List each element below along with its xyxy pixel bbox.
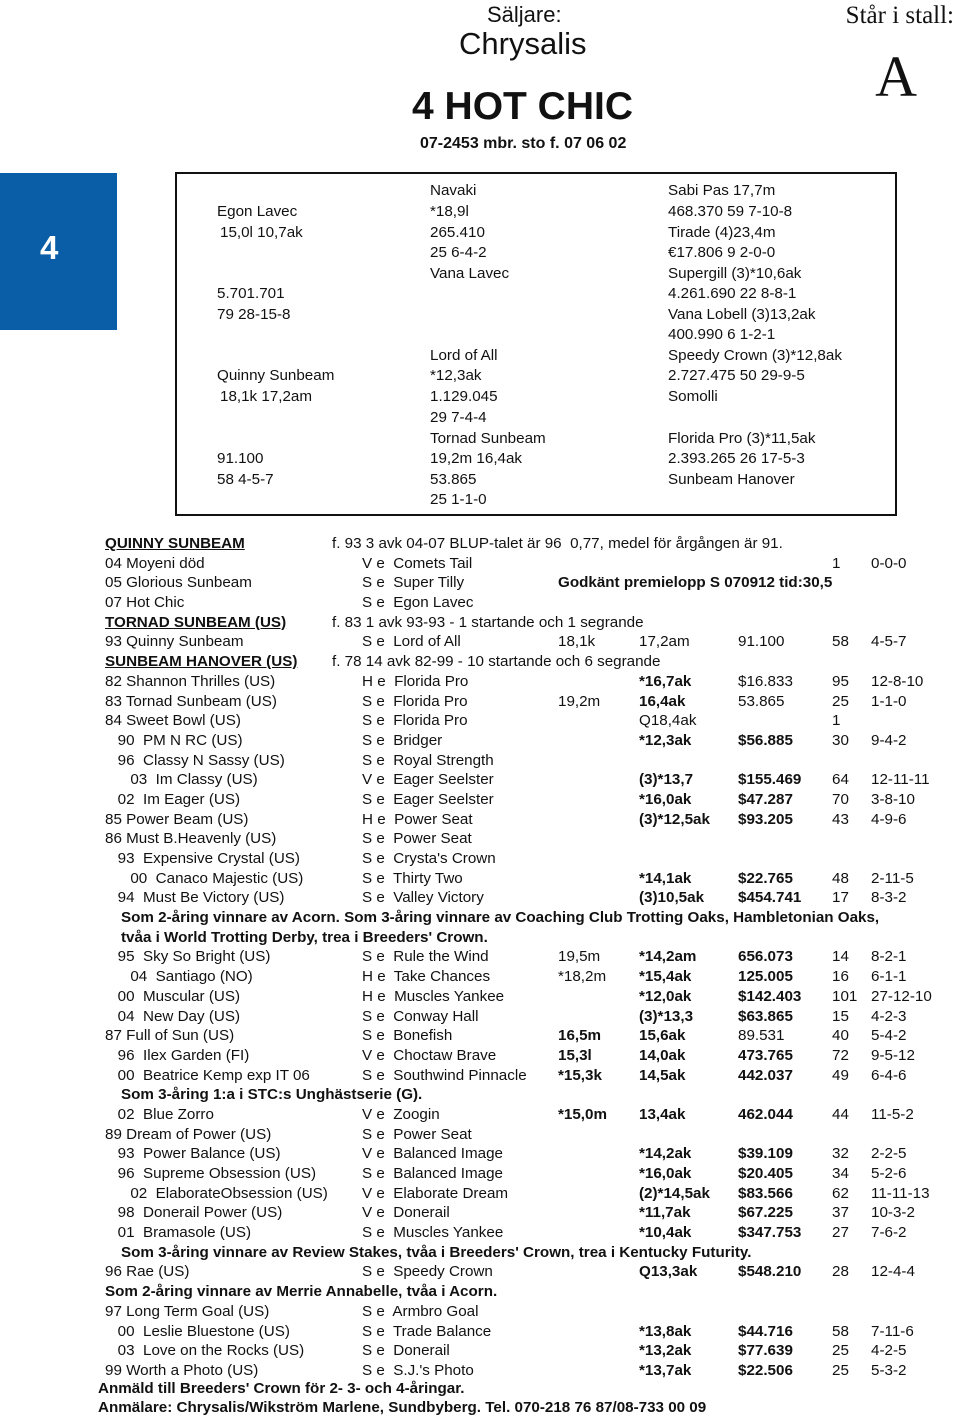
parent-info: S e Crysta's Crown	[362, 850, 496, 867]
starts: 30	[832, 731, 849, 749]
parent-info: V e Comets Tail	[362, 554, 473, 572]
table-row	[105, 1164, 955, 1184]
table-row	[105, 1125, 955, 1145]
parent-info: S e Speedy Crown	[362, 1263, 493, 1281]
horse-name: 93 Expensive Crystal (US)	[105, 850, 300, 867]
approval-note: Godkänt premielopp S 070912 tid:30,5	[558, 574, 833, 592]
earnings: $67.225	[738, 1204, 793, 1222]
sire-sire-stats: 25 6-4-2	[430, 244, 487, 261]
starts: 27	[832, 1224, 849, 1242]
record-2: Q13,3ak	[639, 1263, 698, 1281]
horse-name: 04 New Day (US)	[105, 1007, 241, 1025]
record-2: *12,3ak	[639, 731, 692, 749]
earnings: $22.506	[738, 1361, 793, 1379]
parent-info: S e Egon Lavec	[362, 594, 474, 612]
page-title: 4 HOT CHIC	[412, 85, 634, 128]
horse-name: 02 Im Eager (US)	[105, 790, 241, 808]
dam-stats: 58 4-5-7	[217, 471, 274, 488]
horse-name: 96 Ilex Garden (FI)	[105, 1046, 250, 1064]
table-row	[105, 967, 955, 987]
placings: 1-1-0	[871, 692, 907, 710]
parent-info: H e Take Chances	[362, 968, 491, 986]
horse-name: 01 Bramasole (US)	[105, 1224, 252, 1242]
dam-sire-stats: 29 7-4-4	[430, 409, 487, 426]
parent-info: S e Bonefish	[362, 1027, 453, 1045]
table-row	[105, 711, 955, 731]
dam-sire-record: *12,3ak	[430, 367, 482, 384]
placings: 2-11-5	[871, 869, 914, 887]
placings: 11-5-2	[871, 1105, 914, 1123]
record-2: (2)*14,5ak	[639, 1184, 710, 1202]
parent-info: f. 93 3 avk 04-07 BLUP-talet är 96 0,77, medel för årgången är 91.	[332, 535, 783, 552]
seller-name: Chrysalis	[459, 26, 587, 61]
horse-name: SUNBEAM HANOVER (US)	[105, 653, 298, 671]
table-row	[105, 1144, 955, 1164]
horse-name: 95 Sky So Bright (US)	[105, 948, 271, 966]
parent-info: V e Elaborate Dream	[362, 1184, 509, 1202]
placings: 0-0-0	[871, 554, 907, 572]
earnings: $548.210	[738, 1263, 802, 1281]
parent-info: S e Lord of All	[362, 633, 461, 651]
ds-dam-name: Somolli	[668, 388, 718, 405]
record-1: *15,3k	[558, 1066, 602, 1084]
placings: 8-2-1	[871, 948, 907, 966]
horse-name: 99 Worth a Photo (US)	[105, 1361, 259, 1379]
earnings: 91.100	[738, 633, 785, 651]
horse-name: 98 Donerail Power (US)	[105, 1204, 283, 1222]
table-row	[105, 1361, 955, 1381]
table-row	[105, 751, 955, 771]
earnings: $93.205	[738, 810, 793, 828]
starts: 64	[832, 771, 849, 789]
table-row	[105, 1007, 955, 1027]
record-2: (3)*13,7	[639, 771, 694, 789]
table-row	[105, 888, 955, 908]
table-row	[105, 573, 955, 593]
dam-sire-name: Lord of All	[430, 347, 498, 364]
starts: 25	[832, 1342, 849, 1360]
table-row	[105, 849, 955, 869]
table-row	[105, 1302, 955, 1322]
record-2: *13,2ak	[639, 1342, 692, 1360]
record-2: *16,0ak	[639, 790, 692, 808]
table-row	[105, 810, 955, 830]
record-2: *14,2ak	[639, 1145, 692, 1163]
sire-earnings: 5.701.701	[217, 285, 285, 302]
placings: 7-11-6	[871, 1322, 914, 1340]
table-row	[105, 928, 955, 948]
placings: 3-8-10	[871, 790, 915, 808]
horse-name: 07 Hot Chic	[105, 594, 185, 612]
parent-info: f. 78 14 avk 82-99 - 10 startande och 6 segrande	[332, 653, 661, 671]
placings: 5-3-2	[871, 1361, 907, 1379]
dam-dam-name: Tornad Sunbeam	[430, 430, 546, 447]
remark-text: Som 2-åring vinnare av Acorn. Som 3-åring vinnare av Coaching Club Trotting Oaks, Hambletonian Oaks,	[121, 909, 880, 927]
table-row	[105, 869, 955, 889]
catalog-number-badge	[0, 173, 117, 330]
horse-name: 04 Santiago (NO)	[105, 968, 253, 986]
starts: 43	[832, 810, 849, 828]
parent-info: S e Armbro Goal	[362, 1302, 479, 1320]
record-2: (3)*13,3	[639, 1007, 694, 1025]
ss-dam-name: Tirade (4)23,4m	[668, 224, 776, 241]
placings: 11-11-13	[871, 1184, 930, 1202]
horse-name: 93 Power Balance (US)	[105, 1145, 281, 1163]
parent-info: S e Trade Balance	[362, 1322, 492, 1340]
dam-dam-stats: 25 1-1-0	[430, 491, 487, 508]
record-1: *18,2m	[558, 968, 607, 986]
record-2: 15,6ak	[639, 1027, 686, 1045]
parent-info: S e Royal Strength	[362, 751, 494, 769]
horse-name: 84 Sweet Bowl (US)	[105, 712, 241, 730]
horse-name: 00 Muscular (US)	[105, 987, 241, 1005]
horse-name: 83 Tornad Sunbeam (US)	[105, 692, 277, 710]
parent-info: f. 83 1 avk 93-93 - 1 startande och 1 segrande	[332, 613, 644, 631]
table-row	[105, 632, 955, 652]
horse-name: 00 Canaco Majestic (US)	[105, 869, 304, 887]
catalog-number: 4	[40, 229, 59, 266]
record-2: *14,1ak	[639, 869, 692, 887]
record-1: *15,0m	[558, 1105, 607, 1123]
parent-info: S e Muscles Yankee	[362, 1224, 504, 1242]
table-row	[105, 652, 955, 672]
earnings: $44.716	[738, 1322, 793, 1340]
ss-dam-earnings: €17.806 9 2-0-0	[668, 244, 776, 261]
ss-sire-earnings: 468.370 59 7-10-8	[668, 203, 793, 220]
placings: 8-3-2	[871, 889, 907, 907]
starts: 37	[832, 1204, 849, 1222]
record-2: 13,4ak	[639, 1105, 686, 1123]
starts: 16	[832, 968, 849, 986]
earnings: $454.741	[738, 889, 802, 907]
table-row	[105, 1203, 955, 1223]
parent-info: S e Rule the Wind	[362, 948, 489, 966]
record-1: 18,1k	[558, 633, 596, 651]
sire-sire-earnings: 265.410	[430, 224, 485, 241]
table-row	[105, 534, 955, 554]
starts: 17	[832, 889, 849, 907]
earnings: $16.833	[738, 672, 793, 690]
table-row	[105, 770, 955, 790]
horse-name: 96 Classy N Sassy (US)	[105, 751, 285, 769]
starts: 49	[832, 1066, 849, 1084]
horse-name: 89 Dream of Power (US)	[105, 1125, 272, 1143]
earnings: 442.037	[738, 1066, 793, 1084]
remark-text: tvåa i World Trotting Derby, trea i Breeders' Crown.	[121, 928, 488, 946]
table-row	[105, 613, 955, 633]
placings: 10-3-2	[871, 1204, 915, 1222]
table-row	[105, 692, 955, 712]
horse-name: 02 Blue Zorro	[105, 1105, 214, 1123]
placings: 12-11-11	[871, 771, 930, 789]
horse-name: 96 Supreme Obsession (US)	[105, 1165, 317, 1182]
record-2: *16,0ak	[639, 1165, 692, 1182]
sd-sire-earnings: 4.261.690 22 8-8-1	[668, 285, 797, 302]
parent-info: H e Power Seat	[362, 810, 473, 828]
record-2: 14,5ak	[639, 1066, 686, 1084]
parent-info: V e Zoogin	[362, 1105, 440, 1123]
earnings: $39.109	[738, 1145, 793, 1163]
starts: 1	[832, 712, 841, 730]
sire-sire-record: *18,9l	[430, 203, 469, 220]
parent-info: V e Choctaw Brave	[362, 1046, 497, 1064]
record-2: 14,0ak	[639, 1046, 686, 1064]
horse-name: 96 Rae (US)	[105, 1263, 190, 1281]
record-2: *13,7ak	[639, 1361, 692, 1379]
record-2: *10,4ak	[639, 1224, 692, 1242]
table-row	[105, 947, 955, 967]
remark-text: Som 3-åring 1:a i STC:s Unghästserie (G).	[121, 1086, 423, 1104]
horse-name: 82 Shannon Thrilles (US)	[105, 672, 276, 690]
sire-dam-name: Vana Lavec	[430, 265, 510, 282]
table-row	[105, 908, 955, 928]
parent-info: S e Power Seat	[362, 1125, 472, 1143]
starts: 44	[832, 1105, 849, 1123]
starts: 70	[832, 790, 849, 808]
earnings: $142.403	[738, 987, 802, 1005]
record-2: *15,4ak	[639, 968, 692, 986]
starts: 40	[832, 1027, 849, 1045]
placings: 9-4-2	[871, 731, 907, 749]
earnings: 125.005	[738, 968, 793, 986]
placings: 4-2-3	[871, 1007, 907, 1025]
record-1: 19,5m	[558, 948, 601, 966]
parent-info: S e Eager Seelster	[362, 790, 494, 808]
sire-stats: 79 28-15-8	[217, 306, 291, 323]
starts: 34	[832, 1165, 849, 1182]
parent-info: S e Bridger	[362, 731, 443, 749]
horse-name: 90 PM N RC (US)	[105, 731, 243, 749]
parent-info: S e Balanced Image	[362, 1165, 503, 1182]
table-row	[105, 987, 955, 1007]
parent-info: S e Donerail	[362, 1342, 450, 1360]
sd-sire-name: Supergill (3)*10,6ak	[668, 265, 802, 282]
starts: 101	[832, 987, 858, 1005]
table-row	[105, 1085, 955, 1105]
earnings: 53.865	[738, 692, 785, 710]
sd-dam-name: Vana Lobell (3)13,2ak	[668, 306, 816, 323]
placings: 5-4-2	[871, 1027, 907, 1045]
record-1: 16,5m	[558, 1027, 602, 1045]
table-row	[105, 829, 955, 849]
placings: 12-8-10	[871, 672, 924, 690]
record-2: (3)*12,5ak	[639, 810, 710, 828]
table-row	[105, 1223, 955, 1243]
earnings: $22.765	[738, 869, 793, 887]
earnings: 656.073	[738, 948, 793, 966]
footer-line-2: Anmälare: Chrysalis/Wikström Marlene, Sundbyberg. Tel. 070-218 76 87/08-733 00 09	[98, 1399, 707, 1416]
placings: 7-6-2	[871, 1224, 907, 1242]
record-2: (3)10,5ak	[639, 889, 705, 907]
parent-info: V e Balanced Image	[362, 1145, 503, 1163]
starts: 72	[832, 1046, 849, 1064]
horse-name: 03 Love on the Rocks (US)	[105, 1342, 305, 1360]
parent-info: S e Florida Pro	[362, 712, 468, 730]
earnings: $63.865	[738, 1007, 793, 1025]
table-row	[105, 1341, 955, 1361]
placings: 4-5-7	[871, 633, 907, 651]
table-row	[105, 1243, 955, 1263]
parent-info: S e S.J.'s Photo	[362, 1361, 474, 1379]
registration-line: 07-2453 mbr. sto f. 07 06 02	[420, 135, 627, 152]
horse-name: 00 Beatrice Kemp exp IT 06	[105, 1066, 310, 1084]
horse-name: 03 Im Classy (US)	[105, 771, 258, 789]
starts: 1	[832, 554, 841, 572]
horse-name: 94 Must Be Victory (US)	[105, 889, 285, 907]
starts: 15	[832, 1007, 849, 1025]
table-row	[105, 1184, 955, 1204]
dam-sire-earnings: 1.129.045	[430, 388, 498, 405]
earnings: 473.765	[738, 1046, 793, 1064]
table-row	[105, 1105, 955, 1125]
dam-dam-record: 19,2m 16,4ak	[430, 450, 523, 467]
table-row	[105, 1046, 955, 1066]
stall-letter: A	[875, 44, 917, 109]
horse-name: 93 Quinny Sunbeam	[105, 633, 244, 651]
record-2: *14,2am	[639, 948, 697, 966]
placings: 2-2-5	[871, 1145, 907, 1163]
placings: 9-5-12	[871, 1046, 915, 1064]
earnings: $83.566	[738, 1184, 793, 1202]
dd-dam-name: Sunbeam Hanover	[668, 471, 795, 488]
dd-sire-name: Florida Pro (3)*11,5ak	[668, 430, 816, 447]
earnings: 89.531	[738, 1027, 785, 1045]
record-2: 16,4ak	[639, 692, 686, 710]
record-2: *16,7ak	[639, 672, 692, 690]
parent-info: S e Thirty Two	[362, 869, 463, 887]
starts: 28	[832, 1263, 849, 1281]
pedigree-box	[175, 172, 897, 516]
horse-name: 04 Moyeni död	[105, 554, 205, 572]
starts: 25	[832, 692, 849, 710]
horse-name: 00 Leslie Bluestone (US)	[105, 1322, 290, 1340]
dam-dam-earnings: 53.865	[430, 471, 477, 488]
ss-sire-name: Sabi Pas 17,7m	[668, 182, 776, 199]
placings: 4-2-5	[871, 1342, 907, 1360]
parent-info: H e Florida Pro	[362, 672, 469, 690]
parent-info: S e Florida Pro	[362, 692, 468, 710]
remark-text: Som 2-åring vinnare av Merrie Annabelle, tvåa i Acorn.	[105, 1283, 498, 1301]
horse-name: 87 Full of Sun (US)	[105, 1027, 235, 1045]
starts: 32	[832, 1145, 849, 1163]
table-row	[105, 1262, 955, 1282]
placings: 5-2-6	[871, 1165, 907, 1182]
ds-sire-earnings: 2.727.475 50 29-9-5	[668, 367, 805, 384]
parent-info: V e Donerail	[362, 1204, 450, 1222]
placings: 12-4-4	[871, 1263, 915, 1281]
starts: 58	[832, 633, 849, 651]
dd-sire-earnings: 2.393.265 26 17-5-3	[668, 450, 805, 467]
horse-name: 86 Must B.Heavenly (US)	[105, 830, 277, 848]
record-2: *12,0ak	[639, 987, 692, 1005]
table-row	[105, 1322, 955, 1342]
starts: 62	[832, 1184, 849, 1202]
placings: 6-1-1	[871, 968, 907, 986]
offspring-table	[105, 534, 955, 1381]
starts: 95	[832, 672, 849, 690]
table-row	[105, 672, 955, 692]
record-2: *11,7ak	[639, 1204, 691, 1222]
starts: 58	[832, 1322, 849, 1340]
ds-sire-name: Speedy Crown (3)*12,8ak	[668, 347, 842, 364]
parent-info: H e Muscles Yankee	[362, 987, 505, 1005]
parent-info: S e Southwind Pinnacle	[362, 1066, 527, 1084]
parent-info: S e Power Seat	[362, 830, 472, 848]
earnings: $347.753	[738, 1224, 802, 1242]
dam-name: Quinny Sunbeam	[217, 367, 335, 384]
sire-record: 15,0l 10,7ak	[220, 224, 303, 241]
earnings: $20.405	[738, 1165, 793, 1182]
placings: 4-9-6	[871, 810, 907, 828]
sd-dam-earnings: 400.990 6 1-2-1	[668, 326, 776, 343]
record-2: *13,8ak	[639, 1322, 692, 1340]
placings: 27-12-10	[871, 987, 932, 1005]
table-row	[105, 1026, 955, 1046]
horse-name: 05 Glorious Sunbeam	[105, 574, 252, 592]
table-row	[105, 593, 955, 613]
horse-name: QUINNY SUNBEAM	[105, 535, 245, 552]
starts: 14	[832, 948, 849, 966]
parent-info: S e Super Tilly	[362, 574, 465, 592]
earnings: 462.044	[738, 1105, 793, 1123]
dam-earnings: 91.100	[217, 450, 264, 467]
horse-name: 85 Power Beam (US)	[105, 810, 249, 828]
record-2: Q18,4ak	[639, 712, 697, 730]
table-row	[105, 1282, 955, 1302]
table-row	[105, 790, 955, 810]
earnings: $47.287	[738, 790, 793, 808]
record-1: 19,2m	[558, 692, 601, 710]
horse-name: TORNAD SUNBEAM (US)	[105, 613, 287, 631]
remark-text: Som 3-åring vinnare av Review Stakes, tvåa i Breeders' Crown, trea i Kentucky Futurity.	[121, 1243, 752, 1261]
sire-name: Egon Lavec	[217, 203, 298, 220]
horse-name: 02 ElaborateObsession (US)	[105, 1184, 328, 1202]
parent-info: V e Eager Seelster	[362, 771, 494, 789]
parent-info: S e Conway Hall	[362, 1007, 479, 1025]
table-row	[105, 1066, 955, 1086]
table-row	[105, 554, 955, 574]
sire-sire-name: Navaki	[430, 182, 477, 199]
horse-name: 97 Long Term Goal (US)	[105, 1302, 270, 1320]
dam-record: 18,1k 17,2am	[220, 388, 313, 405]
earnings: $77.639	[738, 1342, 793, 1360]
earnings: $155.469	[738, 771, 802, 789]
record-2: 17,2am	[639, 633, 690, 651]
footer-line-1: Anmäld till Breeders' Crown för 2- 3- och 4-åringar.	[98, 1380, 465, 1397]
placings: 6-4-6	[871, 1066, 907, 1084]
parent-info: S e Valley Victory	[362, 889, 484, 907]
table-row	[105, 731, 955, 751]
starts: 25	[832, 1361, 849, 1379]
stall-label: Står i stall:	[845, 2, 954, 29]
earnings: $56.885	[738, 731, 793, 749]
seller-label: Säljare:	[487, 2, 562, 27]
record-1: 15,3l	[558, 1046, 592, 1064]
starts: 48	[832, 869, 849, 887]
